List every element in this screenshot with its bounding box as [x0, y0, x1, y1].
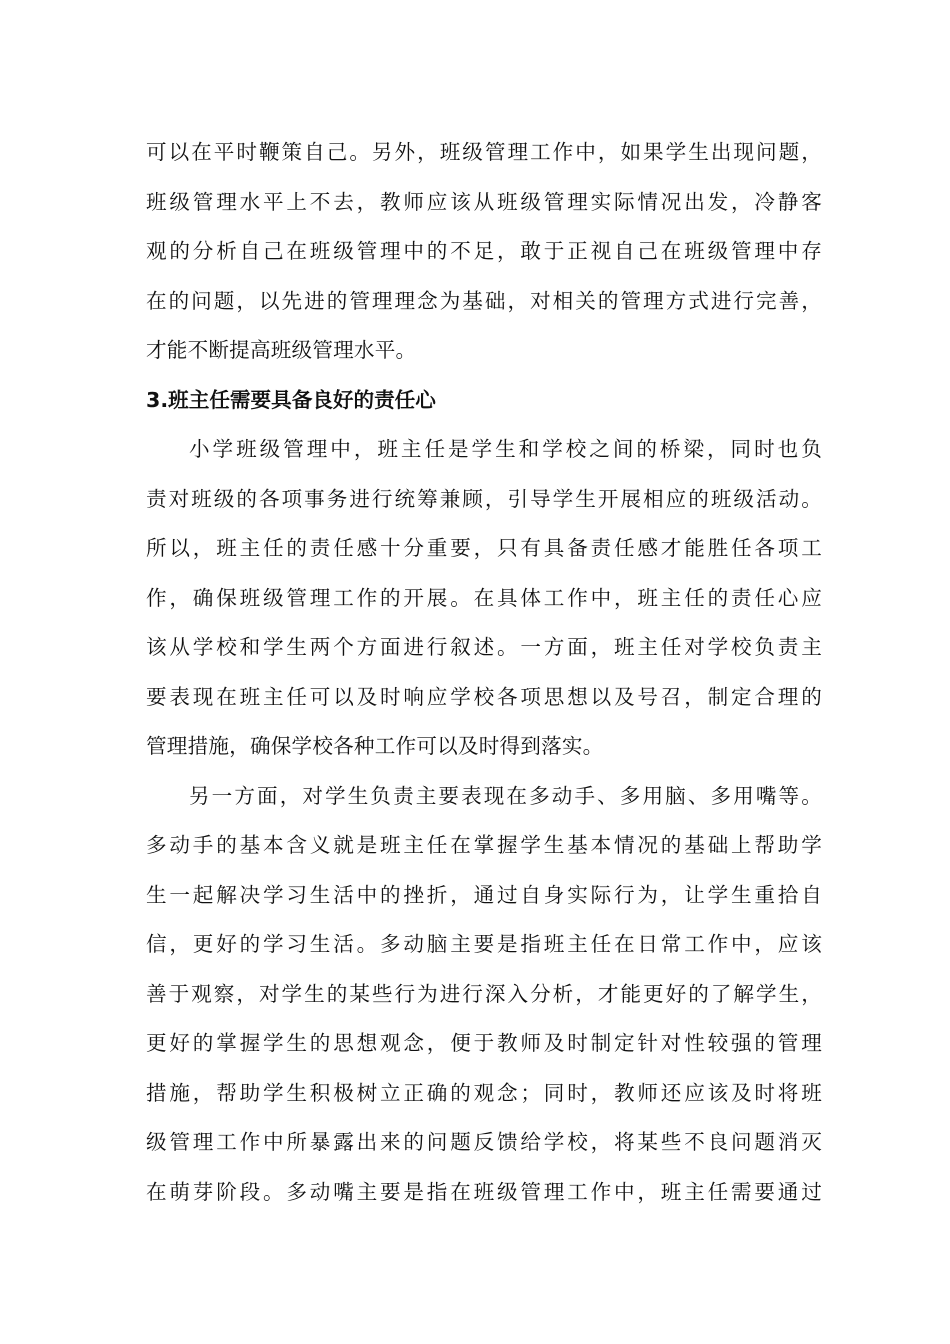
- text-line: 管理措施，确保学校各种工作可以及时得到落实。: [146, 734, 604, 758]
- section-heading: 3.班主任需要具备良好的责任心: [146, 387, 436, 412]
- text-line: 在萌芽阶段。多动嘴主要是指在班级管理工作中，班主任需要通过: [146, 1179, 822, 1204]
- text-line: 小学班级管理中，班主任是学生和学校之间的桥梁，同时也负: [189, 437, 822, 461]
- text-line: 可以在平时鞭策自己。另外，班级管理工作中，如果学生出现问题，: [146, 140, 822, 164]
- paragraph-3: [146, 772, 822, 1218]
- text-line: 信，更好的学习生活。多动脑主要是指班主任在日常工作中，应该: [146, 932, 822, 956]
- text-line: 要表现在班主任可以及时响应学校各项思想以及号召，制定合理的: [146, 684, 822, 709]
- text-line: 观的分析自己在班级管理中的不足，敢于正视自己在班级管理中存: [146, 239, 822, 263]
- text-line: 多动手的基本含义就是班主任在掌握学生基本情况的基础上帮助学: [146, 833, 822, 857]
- text-line: 才能不断提高班级管理水平。: [146, 338, 417, 362]
- text-line: 作，确保班级管理工作的开展。在具体工作中，班主任的责任心应: [146, 585, 822, 610]
- text-line: 更好的掌握学生的思想观念，便于教师及时制定针对性较强的管理: [146, 1031, 822, 1055]
- text-line: 生一起解决学习生活中的挫折，通过自身实际行为，让学生重拾自: [146, 882, 822, 907]
- text-line: 措施，帮助学生积极树立正确的观念；同时，教师还应该及时将班: [146, 1080, 822, 1105]
- text-line: 在的问题，以先进的管理理念为基础，对相关的管理方式进行完善，: [146, 288, 822, 313]
- text-line: 所以，班主任的责任感十分重要，只有具备责任感才能胜任各项工: [146, 536, 822, 560]
- text-line: 班级管理水平上不去，教师应该从班级管理实际情况出发，冷静客: [146, 189, 822, 214]
- paragraph-2: [146, 425, 822, 772]
- text-line: 责对班级的各项事务进行统筹兼顾，引导学生开展相应的班级活动。: [146, 486, 822, 511]
- text-line: 该从学校和学生两个方面进行叙述。一方面，班主任对学校负责主: [146, 635, 822, 659]
- text-line: 善于观察，对学生的某些行为进行深入分析，才能更好的了解学生，: [146, 981, 822, 1006]
- text-line: 另一方面，对学生负责主要表现在多动手、多用脑、多用嘴等。: [189, 783, 822, 808]
- text-line: 级管理工作中所暴露出来的问题反馈给学校，将某些不良问题消灭: [146, 1130, 822, 1154]
- document-body: [146, 128, 822, 1217]
- paragraph-1: [146, 128, 822, 376]
